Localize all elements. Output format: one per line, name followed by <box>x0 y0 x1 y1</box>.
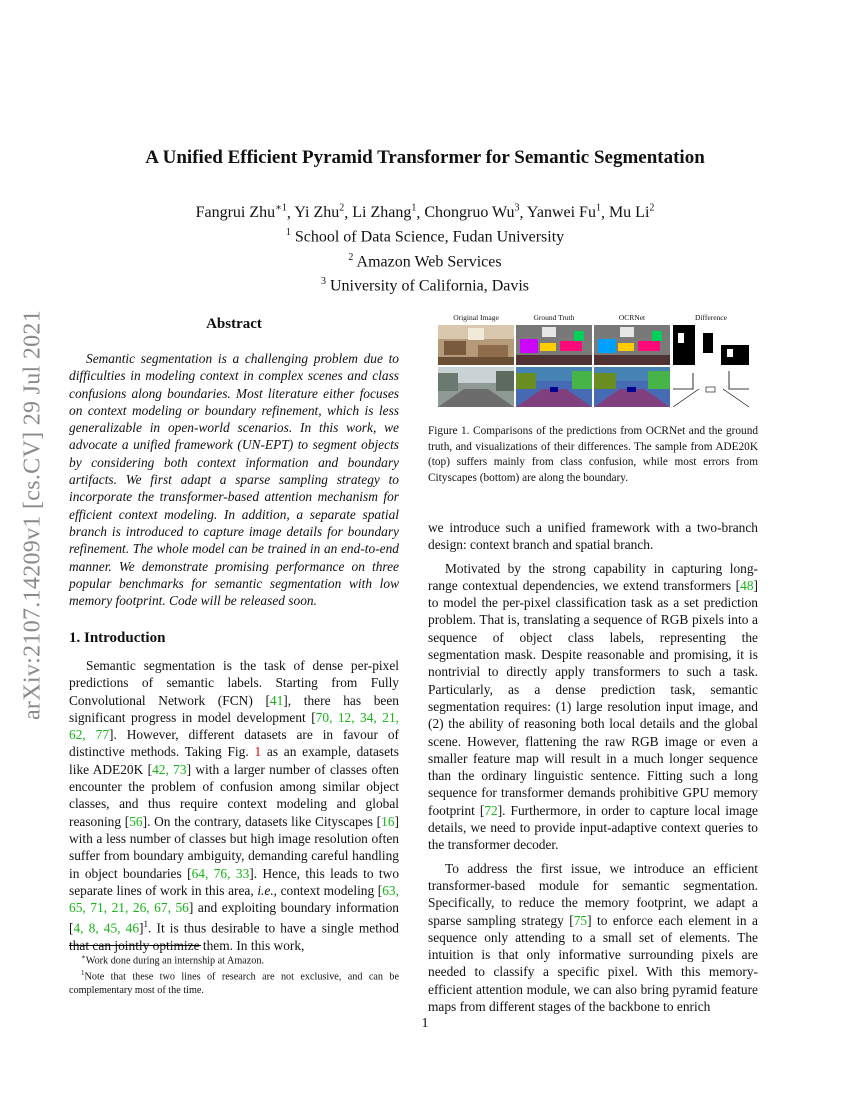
author-name: Fangrui Zhu$^{∗1}$ <box>195 203 287 222</box>
footnote-rule <box>69 945 201 946</box>
text-run: ], there has been significant progress in model development [ <box>69 692 399 725</box>
affiliation <box>0 272 850 296</box>
author-name: Yi Zhu$^2$ <box>294 203 345 222</box>
footnote-marker: 1 <box>143 919 149 930</box>
text-run: ] to enforce each element in a sequence only attending to a small set of elements. The intuition is that only informative surrounding pixels are needed to classify a specific pixel. With this memory-efficient attention module, we can also bring pyramid feature maps from different stages of the backbone to enrich <box>428 912 758 1015</box>
right-column-text <box>428 519 758 1015</box>
author-affiliation-marker: 2 <box>649 203 655 214</box>
text-run: ] with a less number of classes but high image resolution often suffer from boundary ambiguity, demanding careful handling in object boundaries [ <box>69 813 399 881</box>
citation-link[interactable]: 64, 76, 33 <box>191 865 250 881</box>
affiliation-marker: 3 <box>320 275 326 287</box>
text-run: ]. Hence, this leads to two separate lines of work in this area, <box>69 865 400 898</box>
figure-image-ocrnet-cityscapes <box>594 367 670 407</box>
author-name: Mu Li$^2$ <box>608 203 655 222</box>
affiliation-marker: 2 <box>348 251 354 263</box>
affiliation-name: University of California, Davis <box>329 277 530 295</box>
body-paragraph <box>428 519 758 554</box>
abstract-text <box>69 350 399 609</box>
figure-1-caption: Figure 1. Comparisons of the predictions from OCRNet and the ground truth, and visualizations of their differences. The sample from ADE20K (top) suffers mainly from class confusion, while most errors from Cityscapes (bottom) are along the boundary. <box>428 425 758 484</box>
author-name: Yanwei Fu$^1$ <box>526 203 601 222</box>
footnote-mark: ∗ <box>81 953 86 961</box>
figure-reference-link[interactable]: 1 <box>254 744 262 760</box>
affiliation-name: School of Data Science, Fudan University <box>294 228 565 246</box>
text-run: ]. On the contrary, datasets like Cityscapes [ <box>142 813 382 829</box>
figure-column-header: Original Image <box>453 313 499 322</box>
figure-1 <box>436 313 756 405</box>
figure-column-header: OCRNet <box>618 313 646 322</box>
citation-link[interactable]: 75 <box>573 912 588 928</box>
author-affiliation-marker: 1 <box>411 203 417 214</box>
section-heading-introduction: 1. Introduction <box>69 630 166 646</box>
author-affiliation-marker: ∗1 <box>275 203 287 214</box>
affiliations <box>0 223 850 296</box>
text-run: , context modeling [ <box>273 882 383 898</box>
figure-image-difference-ade20k <box>673 325 749 365</box>
figure-image-original-cityscapes <box>438 367 514 407</box>
figure-image-ground-truth-cityscapes <box>516 367 592 407</box>
introduction-text <box>69 657 399 955</box>
figure-image-difference-cityscapes <box>673 367 749 407</box>
author-names: Fangrui Zhu$^{∗1}$, Yi Zhu$^2$, Li Zhang$^1$, Chongruo Wu$^3$, Yanwei Fu$^1$, Mu Li$^2$ <box>195 203 655 222</box>
body-paragraph <box>428 860 758 1016</box>
paper-title: A Unified Efficient Pyramid Transformer for Semantic Segmentation <box>145 147 705 168</box>
figure-column-header: Ground Truth <box>533 313 575 322</box>
author-name: Li Zhang$^1$ <box>352 203 417 222</box>
footnote-text: Work done during an internship at Amazon. <box>85 955 265 967</box>
citation-link[interactable]: 72 <box>484 802 498 818</box>
affiliation <box>0 248 850 272</box>
citation-link[interactable]: 41 <box>269 692 284 708</box>
figure-image-ocrnet-ade20k <box>594 325 670 365</box>
page-number: 1 <box>421 1016 429 1031</box>
footnote <box>69 951 399 967</box>
author-affiliation-marker: 3 <box>514 203 520 214</box>
introduction-paragraph <box>69 657 399 955</box>
affiliation-name: Amazon Web Services <box>356 252 502 270</box>
footnote <box>69 967 399 996</box>
citation-link[interactable]: 42, 73 <box>152 761 187 777</box>
body-paragraph <box>428 560 758 854</box>
text-run: Semantic segmentation is the task of dense per-pixel predictions of semantic labels. Starting from Fully Convolutional Network (FCN) [ <box>69 658 399 708</box>
text-run: ]. Furthermore, in order to capture local image details, we need to provide input-adaptive context queries to the transformer decoder. <box>428 802 759 853</box>
affiliation-marker: 1 <box>285 227 291 239</box>
author-affiliation-marker: 1 <box>595 203 601 214</box>
text-run: ]. However, different datasets are in favour of distinctive methods. Taking Fig. <box>69 727 399 760</box>
figure-column-header: Difference <box>695 313 727 322</box>
author-name: Chongruo Wu$^3$ <box>424 203 520 222</box>
footnote-text: Note that these two lines of research are not exclusive, and can be complementary most of the time. <box>69 971 399 996</box>
citation-link[interactable]: 4, 8, 45, 46 <box>73 920 140 936</box>
citation-link[interactable]: 48 <box>740 577 754 593</box>
footnotes <box>69 951 399 997</box>
author-affiliation-marker: 2 <box>339 203 345 214</box>
text-run: To address the first issue, we introduce an efficient transformer-based module for semantic segmentation. Specifically, to reduce the memory footprint, we adapt a sparse sampling strategy [ <box>428 860 758 928</box>
figure-image-ground-truth-ade20k <box>516 325 592 365</box>
citation-link[interactable]: 56 <box>129 813 143 829</box>
text-run: ] <box>139 920 144 936</box>
text-run: Motivated by the strong capability in capturing long-range contextual dependencies, we extend transformers [ <box>428 560 758 593</box>
figure-image-original-ade20k <box>438 325 514 365</box>
arxiv-stamp-text: arXiv:2107.14209v1 [cs.CV] 29 Jul 2021 <box>19 309 46 721</box>
text-run: ] to model the per-pixel classification task as a set prediction problem. That is, translating a sequence of RGB pixels into a sequence of object class labels, representing the segmentation mask. Despite reasonable and promising, it is nontrivial to directly apply transformers to such a task. Particularly, as a dense prediction task, semantic segmentation requires: (1) large resolution input image, and (2) the ability of reasoning both local details and the global scene. However, flattening the raw RGB image or even a smaller feature map will result in a much longer sequence than the ordinary linguistic sentence. Fitting such a long sequence for transformer demands prohibitive GPU memory footprint [ <box>428 577 758 818</box>
footnote-mark: 1 <box>81 969 85 978</box>
author-block <box>0 199 850 296</box>
italic-text: i.e. <box>257 882 274 898</box>
citation-link[interactable]: 70, 12, 34, 21, 62, 77 <box>69 709 399 743</box>
affiliation <box>0 223 850 247</box>
abstract-heading: Abstract <box>206 316 262 332</box>
abstract-paragraph: Semantic segmentation is a challenging problem due to difficulties in modeling context in complex scenes and class confusions along boundaries. Most literature either focuses on context modeling or boundary refinement, which is less generalizable in open-world scenarios. In this work, we advocate a unified framework (UN-EPT) to segment objects by considering both context information and boundary artifacts. We first adapt a sparse sampling strategy to incorporate the transformer-based attention mechanism for efficient context modeling. In addition, a separate spatial branch is introduced to capture image details for boundary refinement. The whole model can be trained in an end-to-end manner. We demonstrate promising performance on three popular benchmarks for semantic segmentation with low memory footprint. Code will be released soon. <box>69 351 399 609</box>
text-run: . It is thus desirable to have a single method that can jointly optimize them. In this work, <box>69 920 399 954</box>
citation-link[interactable]: 16 <box>381 813 395 829</box>
text-run: we introduce such a unified framework with a two-branch design: context branch and spatial branch. <box>428 520 758 553</box>
text-run: ] with a larger number of classes often encounter the problem of confusion among similar object classes, and thus require context modeling and global reasoning [ <box>69 761 399 829</box>
text-run: ] and exploiting boundary information [ <box>69 900 399 936</box>
text-run: as an example, datasets like ADE20K [ <box>69 744 399 777</box>
citation-link[interactable]: 63, 65, 71, 21, 26, 67, 56 <box>69 882 399 916</box>
arxiv-identifier-stamp <box>15 300 51 730</box>
